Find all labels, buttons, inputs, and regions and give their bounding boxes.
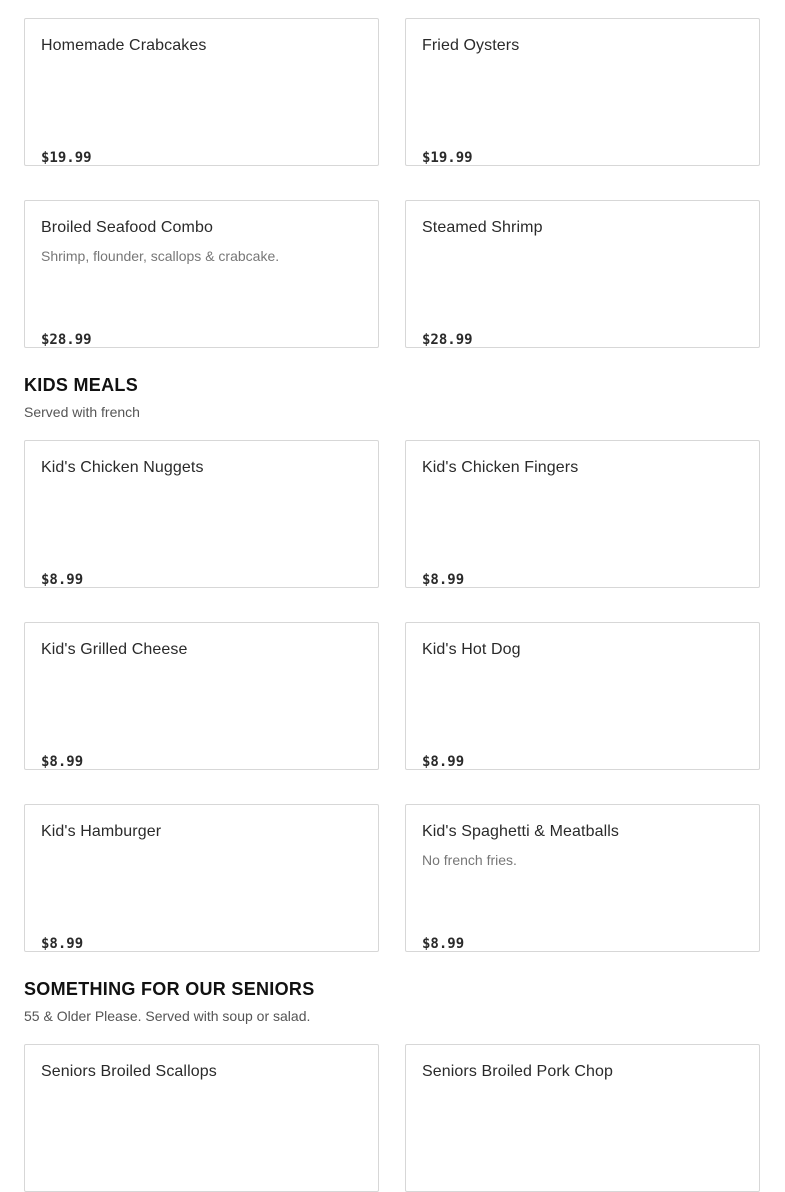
menu-item-name: Kid's Hot Dog [422,641,521,658]
menu-item-card[interactable] [24,18,379,166]
menu-item-name: Fried Oysters [422,37,520,54]
menu-item-name: Kid's Chicken Fingers [422,459,579,476]
menu-item-card[interactable] [405,200,760,348]
menu-item-card[interactable] [405,804,760,952]
menu-item-price: $8.99 [41,936,84,952]
menu-item-name: Homemade Crabcakes [41,37,207,54]
menu-item-name: Kid's Hamburger [41,823,162,840]
section-subtitle-seniors: 55 & Older Please. Served with soup or salad. [24,1008,311,1024]
menu-item-price: $28.99 [41,332,92,348]
menu-item-card[interactable] [405,1044,760,1192]
menu-item-price: $8.99 [422,754,465,770]
menu-item-name: Broiled Seafood Combo [41,219,213,236]
menu-item-card[interactable] [24,200,379,348]
menu-item-card[interactable] [405,622,760,770]
menu-item-card[interactable] [24,440,379,588]
menu-item-card[interactable] [405,440,760,588]
menu-item-name: Steamed Shrimp [422,219,543,236]
menu-item-card[interactable] [24,1044,379,1192]
menu-item-price: $8.99 [422,572,465,588]
menu-item-card[interactable] [24,622,379,770]
menu-item-price: $19.99 [422,150,473,166]
menu-item-name: Seniors Broiled Scallops [41,1063,217,1080]
section-title-kids-meals: KIDS MEALS [24,375,139,395]
menu-item-name: Kid's Grilled Cheese [41,641,188,658]
menu-item-price: $19.99 [41,150,92,166]
section-title-seniors: SOMETHING FOR OUR SENIORS [24,979,315,999]
menu-item-card[interactable] [24,804,379,952]
menu-item-description: No french fries. [422,852,517,868]
menu-item-description: Shrimp, flounder, scallops & crabcake. [41,248,280,264]
section-subtitle-kids-meals: Served with french [24,404,140,420]
menu-item-price: $28.99 [422,332,473,348]
menu-item-price: $8.99 [41,754,84,770]
menu-item-name: Kid's Chicken Nuggets [41,459,204,476]
menu-item-name: Kid's Spaghetti & Meatballs [422,823,619,840]
menu-item-name: Seniors Broiled Pork Chop [422,1063,614,1080]
menu-item-price: $8.99 [422,936,465,952]
menu-item-price: $8.99 [41,572,84,588]
menu-item-card[interactable] [405,18,760,166]
